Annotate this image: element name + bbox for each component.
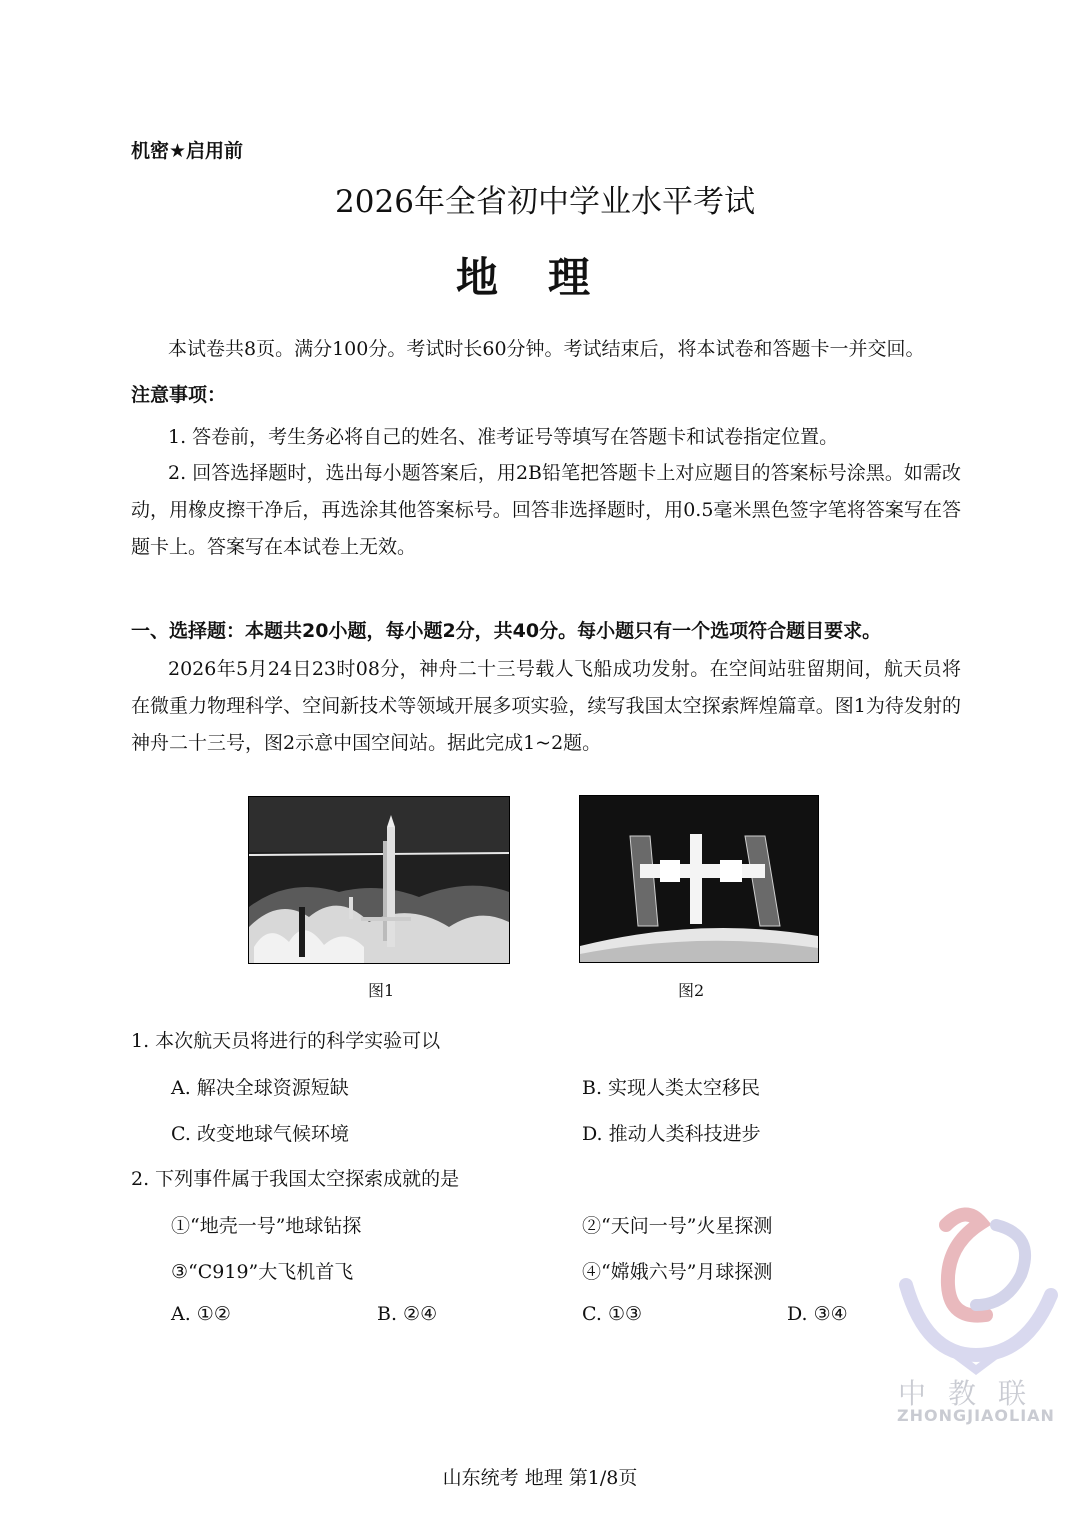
figure-2-caption: 图2 — [678, 981, 705, 1000]
question-1-option-a[interactable]: A. 解决全球资源短缺 — [171, 1077, 349, 1099]
watermark-pinyin-text: ZHONGJIAOLIAN — [897, 1406, 1055, 1425]
question-1-stem: 1. 本次航天员将进行的科学实验可以 — [131, 1030, 441, 1052]
figure-2-space-station-image — [579, 795, 819, 963]
question-material: 2026年5月24日23时08分，神舟二十三号载人飞船成功发射。在空间站驻留期间，航天员将在微重力物理科学、空间新技术等领域开展多项实验，续写我国太空探索辉煌篇章。图1为待发射的神舟二十三号，图2示意中国空间站。据此完成1~2题。 — [131, 658, 961, 754]
notice-item-1: 1. 答卷前，考生务必将自己的姓名、准考证号等填写在答题卡和试卷指定位置。 — [168, 426, 839, 448]
question-2-item-1: ①“地壳一号”地球钻探 — [171, 1215, 362, 1237]
subject-title: 地理 — [455, 253, 640, 302]
figure-1-caption: 图1 — [368, 981, 395, 1000]
notice-item-2: 2. 回答选择题时，选出每小题答案后，用2B铅笔把答题卡上对应题目的答案标号涂黑。如需改动，用橡皮擦干净后，再选涂其他答案标号。回答非选择题时，用0.5毫米黑色签字笔将答案写在答题卡上。答案写在本试卷上无效。 — [131, 462, 961, 558]
question-2-option-c[interactable]: C. ①③ — [582, 1303, 643, 1325]
confidential-label: 机密★启用前 — [131, 140, 244, 162]
notice-heading: 注意事项： — [131, 384, 227, 406]
question-2-item-2: ②“天问一号”火星探测 — [582, 1215, 773, 1237]
question-1-option-b[interactable]: B. 实现人类太空移民 — [582, 1077, 761, 1099]
question-2-option-a[interactable]: A. ①② — [171, 1303, 231, 1325]
section-heading: 一、选择题：本题共20小题，每小题2分，共40分。每小题只有一个选项符合题目要求。 — [131, 620, 882, 642]
question-2-item-3: ③“C919”大飞机首飞 — [171, 1261, 354, 1283]
question-2-option-b[interactable]: B. ②④ — [377, 1303, 438, 1325]
figure-1-rocket-image — [248, 796, 510, 964]
watermark-cn-text: 中教联 — [898, 1377, 1049, 1410]
page-footer: 山东统考 地理 第1/8页 — [442, 1467, 638, 1489]
question-2-item-4: ④“嫦娥六号”月球探测 — [582, 1261, 773, 1283]
question-2-option-d[interactable]: D. ③④ — [787, 1303, 848, 1325]
question-1-option-d[interactable]: D. 推动人类科技进步 — [582, 1123, 761, 1145]
exam-intro: 本试卷共8页。满分100分。考试时长60分钟。考试结束后，将本试卷和答题卡一并交回。 — [168, 338, 925, 360]
question-1-option-c[interactable]: C. 改变地球气候环境 — [171, 1123, 349, 1145]
exam-title: 2026年全省初中学业水平考试 — [335, 184, 755, 220]
question-2-stem: 2. 下列事件属于我国太空探索成就的是 — [131, 1168, 460, 1190]
